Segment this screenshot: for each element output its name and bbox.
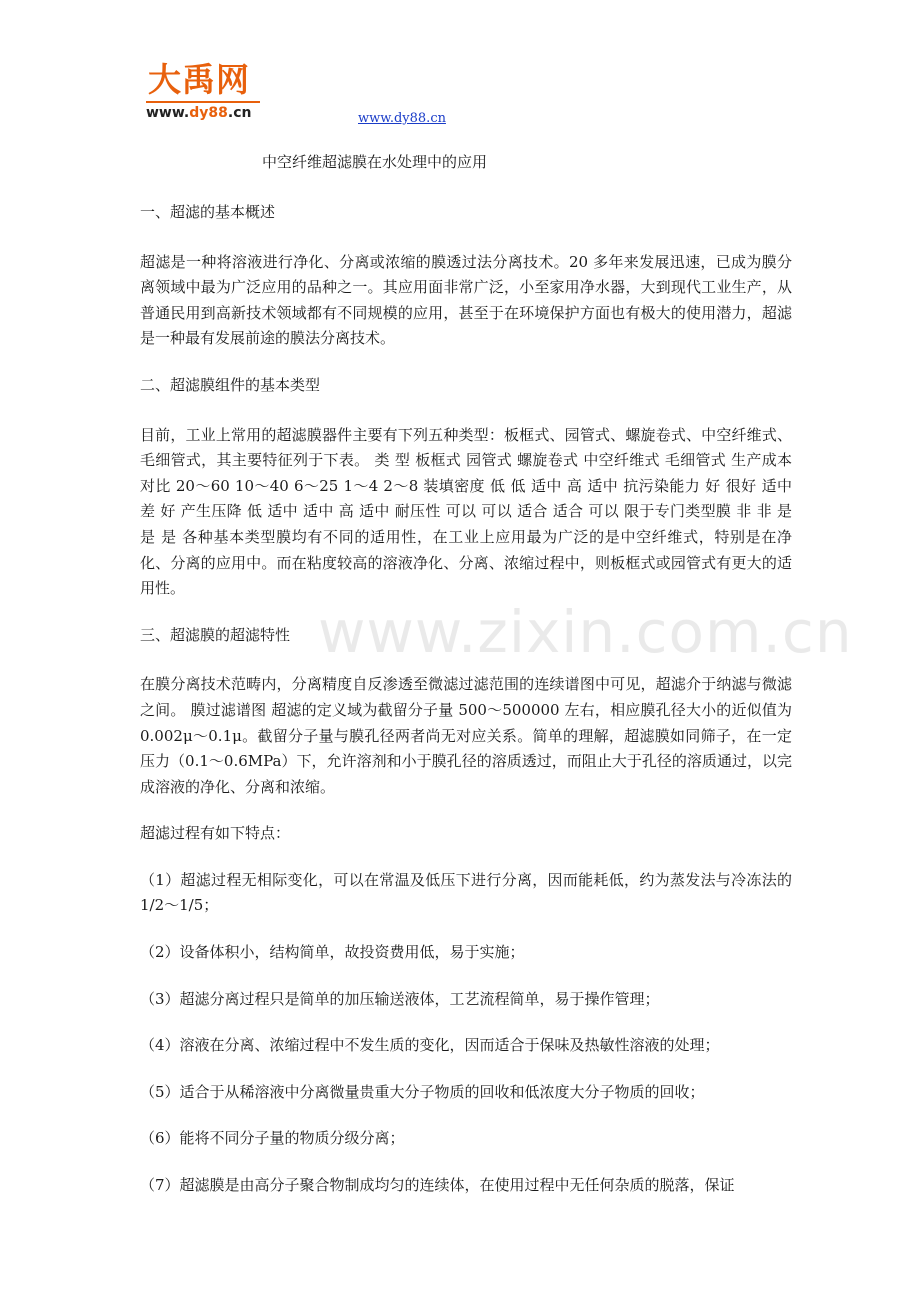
paragraph-overview: 超滤是一种将溶液进行净化、分离或浓缩的膜透过法分离技术。20 多年来发展迅速，已成为膜分离领域中最为广泛应用的品种之一。其应用面非常广泛，小至家用净水器，大到现代工业生产，从普通民用到高新技术领域都有不同规模的应用，甚至于在环境保护方面也有极大的使用潜力，超滤是一种最有发展前途的膜法分离技术。 — [140, 252, 792, 348]
document-title: 中空纤维超滤膜在水处理中的应用 — [262, 153, 488, 171]
feature-item-4: （4）溶液在分离、浓缩过程中不发生质的变化，因而适合于保味及热敏性溶液的处理； — [140, 1036, 720, 1055]
logo-url-suffix: .cn — [227, 105, 252, 121]
site-logo[interactable] — [146, 62, 264, 124]
paragraph-features-intro: 超滤过程有如下特点： — [140, 824, 291, 843]
feature-item-1: （1）超滤过程无相际变化，可以在常温及低压下进行分离，因而能耗低，约为蒸发法与冷冻法的 1/2～1/5； — [140, 870, 792, 915]
paragraph-characteristics: 在膜分离技术范畴内，分离精度自反渗透至微滤过滤范围的连续谱图中可见，超滤介于纳滤与微滤之间。 膜过滤谱图 超滤的定义域为截留分子量 500～500000 左右，相应膜孔径大小的近似值为 0.002μ～0.1μ。截留分子量与膜孔径两者尚无对应关系。简单的理解，超滤膜如同筛子，在一定压力（0.1～0.6MPa）下，允许溶剂和小于膜孔径的溶质透过，而阻止大于孔径的溶质通过，以完成溶液的净化、分离和浓缩。 — [140, 675, 792, 796]
document-body — [140, 200, 792, 1220]
section-heading-1: 一、超滤的基本概述 — [140, 203, 276, 221]
section-heading-3: 三、超滤膜的超滤特性 — [140, 625, 291, 644]
watermark: www.zixin.com.cn — [318, 598, 853, 666]
logo-url-prefix: www. — [146, 105, 190, 121]
site-link[interactable]: www.dy88.cn — [358, 111, 446, 126]
section-heading-2: 二、超滤膜组件的基本类型 — [140, 375, 321, 394]
feature-item-2: （2）设备体积小，结构简单，故投资费用低，易于实施； — [140, 943, 525, 962]
logo-url-brand: dy88 — [189, 105, 228, 121]
feature-item-7: （7）超滤膜是由高分子聚合物制成均匀的连续体，在使用过程中无任何杂质的脱落，保证 — [140, 1176, 735, 1195]
paragraph-module-types: 目前，工业上常用的超滤膜器件主要有下列五种类型：板框式、园管式、螺旋卷式、中空纤维式、毛细管式，其主要特征列于下表。 类 型 板框式 园管式 螺旋卷式 中空纤维式 毛细管式 生产成本对比 20～60 10～40 6～25 1～4 2～8 装填密度 低 低 适中 高 适中 抗污染能力 好 很好 适中 差 好 产生压降 低 适中 适中 高 适中 耐压性 可以 可以 适合 适合 可以 限于专门类型膜 非 非 是 是 是 各种基本类型膜均有不同的适用性，在工业上应用最为广泛的是中空纤维式，特别是在净化、分离的应用中。而在粘度较高的溶液净化、分离、浓缩过程中，则板框式或园管式有更大的适用性。 — [140, 425, 792, 598]
logo-name: 大禹网 — [148, 60, 250, 99]
logo-url — [146, 103, 251, 123]
feature-item-6: （6）能将不同分子量的物质分级分离； — [140, 1129, 405, 1148]
feature-item-3: （3）超滤分离过程只是简单的加压输送液体，工艺流程简单，易于操作管理； — [140, 989, 660, 1008]
feature-item-5: （5）适合于从稀溶液中分离微量贵重大分子物质的回收和低浓度大分子物质的回收； — [140, 1082, 705, 1101]
